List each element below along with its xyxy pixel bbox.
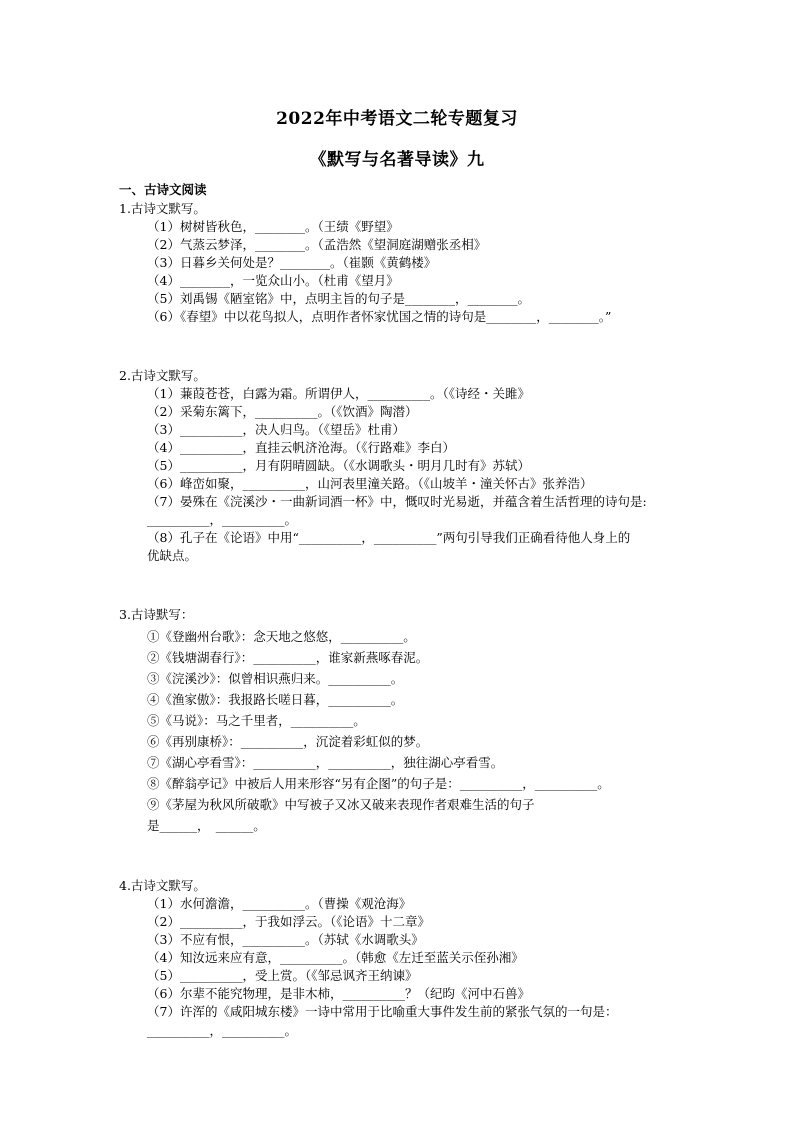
question-4-title: 4.古诗文默写。	[119, 878, 206, 893]
question-2-line: （2）采菊东篱下，__________。（《饮酒》陶潜）	[147, 404, 418, 419]
question-2-line: （7）晏殊在《浣溪沙・一曲新词酒一杯》中，慨叹时光易逝，并蕴含着生活哲理的诗句是:	[147, 494, 647, 509]
question-4-line: （6）尔辈不能究物理，是非木柿，__________？（纪昀《河中石兽》	[147, 986, 530, 1001]
question-3-line: 是______， ______。	[147, 818, 266, 833]
question-2-line: （3）__________，决人归鸟。（《望岳》杜甫）	[147, 422, 405, 437]
question-2-line: （6）峰峦如聚，__________，山河表里潼关路。（《山坡羊・潼关怀古》张养浩）	[147, 476, 593, 491]
question-1-line: （4）________，一览众山小。（杜甫《望月》	[147, 273, 399, 288]
question-2-line: （1）蒹葭苍苍，白露为霜。所谓伊人，__________。（《诗经・关雎》	[147, 386, 530, 401]
question-3-line: ⑤《马说》：马之千里者，__________。	[147, 713, 366, 728]
question-2-line: （4）__________，直挂云帆济沧海。（《行路难》李白）	[147, 440, 455, 455]
question-3-line: ③《浣溪沙》：似曾相识燕归来。__________。	[147, 671, 404, 686]
question-1-line: （3）日暮乡关何处是？________。（崔颢《黄鹤楼》	[147, 255, 437, 270]
question-1-line: （5）刘禹锡《陋室铭》中，点明主旨的句子是________，________。	[147, 291, 530, 306]
doc-subtitle: 《默写与名著导读》九	[309, 150, 485, 170]
question-1-line: （2）气蒸云梦泽，________。（孟浩然《望洞庭湖赠张丞相》	[147, 237, 487, 252]
question-2-line: （5）__________，月有阴晴圆缺。（《水调歌头・明月几时有》苏轼）	[147, 458, 530, 473]
question-3-line: ⑧《醉翁亭记》中被后人用来形容“另有企图”的句子是：__________，__________。	[147, 776, 610, 791]
question-2-line: （8）孔子在《论语》中用“__________，__________”两句引导我们正确看待他人身上的	[147, 530, 631, 545]
question-3-line: ⑥《再别康桥》：__________，沉淀着彩虹似的梦。	[147, 734, 429, 749]
question-3-line: ⑦《湖心亭看雪》：__________，__________，独往湖心亭看雪。	[147, 755, 504, 770]
question-3-line: ①《登幽州台歌》：念天地之悠悠，__________。	[147, 629, 416, 644]
question-2-title: 2.古诗文默写。	[119, 368, 206, 383]
question-4-line: （2）__________，于我如浮云。（《论语》十二章》	[147, 914, 430, 929]
question-1-line: （6）《春望》中以花鸟拟人，点明作者怀家忧国之情的诗句是________，________。”	[147, 309, 612, 324]
section-heading: 一、古诗文阅读	[119, 182, 207, 197]
question-1-title: 1.古诗文默写。	[119, 201, 206, 216]
question-3-line: ⑨《茅屋为秋风所破歌》中写被子又冰又破来表现作者艰难生活的句子	[147, 797, 535, 812]
question-3-line: ②《钱塘湖春行》：__________，谁家新燕啄春泥。	[147, 650, 429, 665]
question-4-line: （4）知汝远来应有意，__________。（韩愈《左迁至蓝关示侄孙湘》	[147, 950, 524, 965]
question-4-line: （1）水何澹澹，__________。（曹操《观沧海》	[147, 896, 412, 911]
question-4-line: （7）许浑的《咸阳城东楼》一诗中常用于比喻重大事件发生前的紧张气氛的一句是：	[147, 1004, 618, 1019]
question-3-line: ④《渔家傲》：我报路长嗟日暮，__________。	[147, 692, 404, 707]
doc-title: 2022年中考语文二轮专题复习	[276, 109, 518, 129]
question-2-line: 优缺点。	[147, 548, 198, 563]
question-4-line: __________，__________。	[147, 1023, 298, 1038]
question-2-line: __________，__________。	[147, 512, 298, 527]
question-4-line: （5）__________，受上赏。（《邹忌讽齐王纳谏》	[147, 968, 418, 983]
question-4-line: （3）不应有恨，__________。（苏轼《水调歌头》	[147, 932, 424, 947]
question-1-line: （1）树树皆秋色，________。（王绩《野望》	[147, 219, 399, 234]
question-3-title: 3.古诗默写：	[119, 607, 194, 622]
